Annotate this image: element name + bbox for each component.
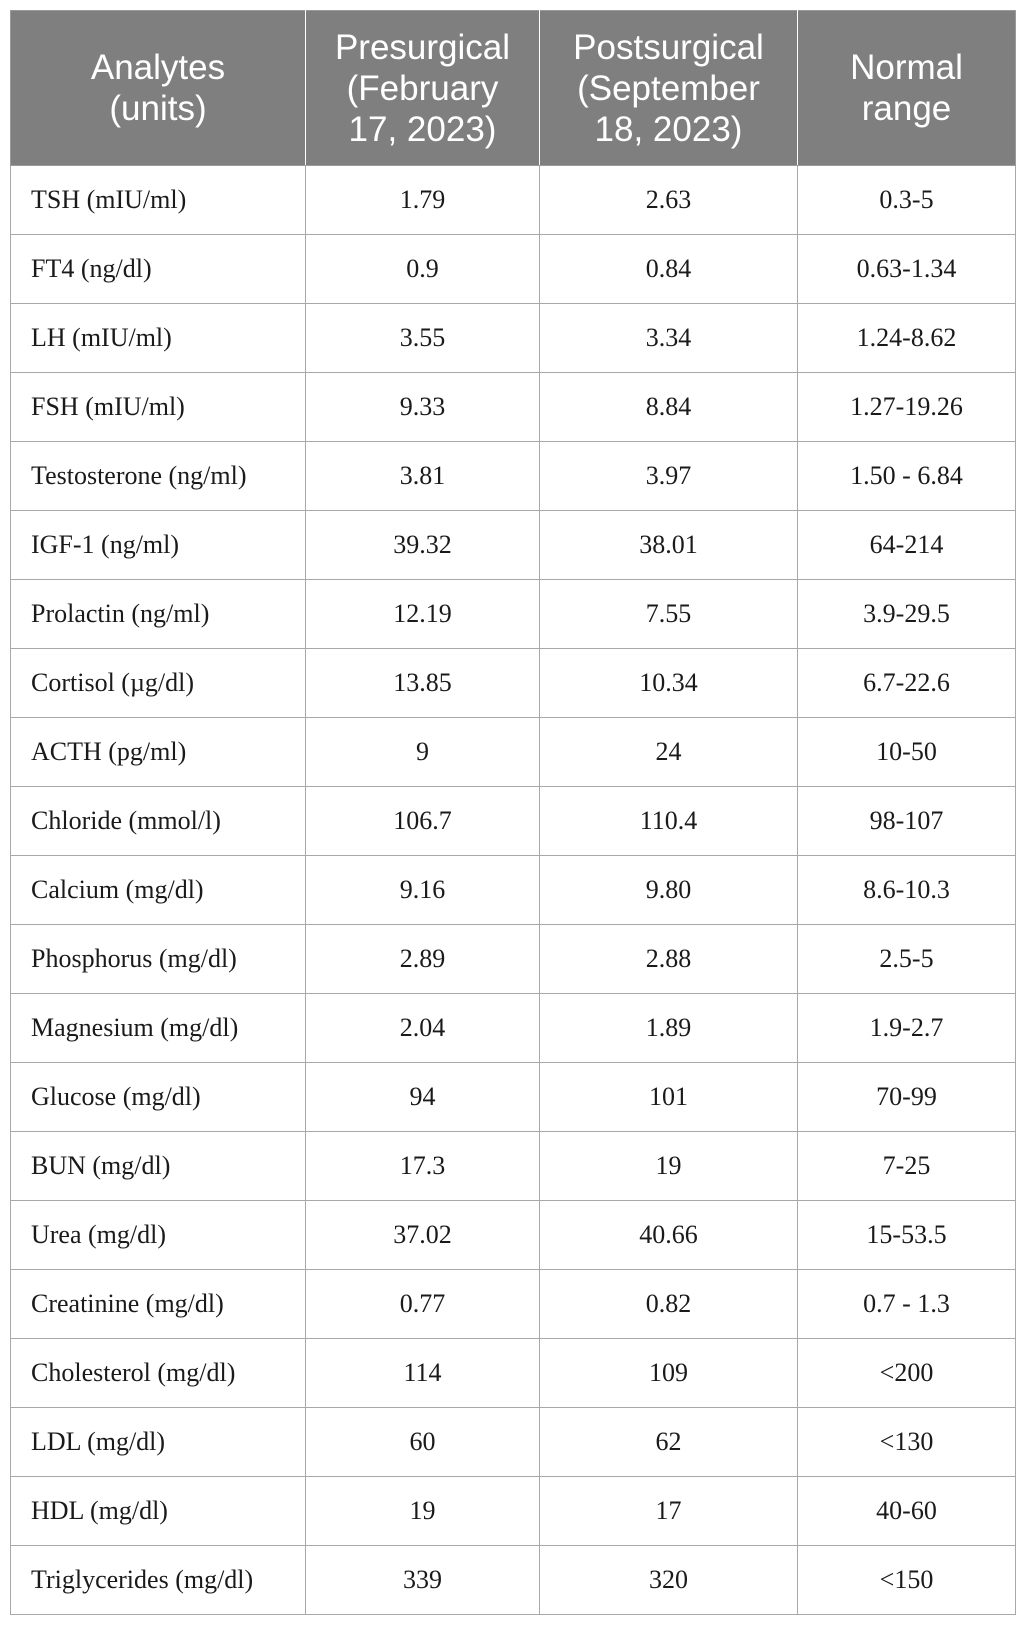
normal-range-cell: 64-214 [798,511,1016,580]
postsurgical-cell: 17 [540,1477,798,1546]
analyte-cell: FT4 (ng/dl) [11,235,306,304]
table-row [11,1408,1016,1477]
analyte-cell: TSH (mIU/ml) [11,166,306,235]
postsurgical-cell: 40.66 [540,1201,798,1270]
table-row [11,856,1016,925]
presurgical-cell: 0.9 [306,235,540,304]
presurgical-cell: 339 [306,1546,540,1615]
header-normal-range-line: Normal [850,48,963,87]
normal-range-cell: <200 [798,1339,1016,1408]
presurgical-cell: 60 [306,1408,540,1477]
analyte-cell: Urea (mg/dl) [11,1201,306,1270]
analyte-cell: Magnesium (mg/dl) [11,994,306,1063]
postsurgical-cell: 0.82 [540,1270,798,1339]
postsurgical-cell: 1.89 [540,994,798,1063]
normal-range-cell: <130 [798,1408,1016,1477]
normal-range-cell: <150 [798,1546,1016,1615]
normal-range-cell: 70-99 [798,1063,1016,1132]
presurgical-cell: 2.04 [306,994,540,1063]
postsurgical-cell: 3.97 [540,442,798,511]
normal-range-cell: 10-50 [798,718,1016,787]
postsurgical-cell: 38.01 [540,511,798,580]
postsurgical-cell: 2.63 [540,166,798,235]
presurgical-cell: 9.33 [306,373,540,442]
postsurgical-cell: 320 [540,1546,798,1615]
table-row [11,1339,1016,1408]
presurgical-cell: 12.19 [306,580,540,649]
header-analytes-line: Analytes [90,48,226,87]
header-postsurgical-line: Postsurgical [573,27,764,67]
analyte-cell: Calcium (mg/dl) [11,856,306,925]
presurgical-cell: 17.3 [306,1132,540,1201]
analyte-cell: Glucose (mg/dl) [11,1063,306,1132]
analyte-cell: BUN (mg/dl) [11,1132,306,1201]
presurgical-cell: 39.32 [306,511,540,580]
postsurgical-cell: 24 [540,718,798,787]
table-row [11,373,1016,442]
normal-range-cell: 1.27-19.26 [798,373,1016,442]
header-analytes [11,11,306,166]
normal-range-cell: 2.5-5 [798,925,1016,994]
normal-range-cell: 6.7-22.6 [798,649,1016,718]
table-row [11,1270,1016,1339]
presurgical-cell: 114 [306,1339,540,1408]
postsurgical-cell: 101 [540,1063,798,1132]
header-presurgical-line: Presurgical [334,27,511,67]
normal-range-cell: 3.9-29.5 [798,580,1016,649]
postsurgical-cell: 109 [540,1339,798,1408]
analyte-cell: LDL (mg/dl) [11,1408,306,1477]
table-row [11,649,1016,718]
header-normal-range-line: range [861,89,952,128]
table-row [11,511,1016,580]
postsurgical-cell: 0.84 [540,235,798,304]
postsurgical-cell: 110.4 [540,787,798,856]
table-row [11,1546,1016,1615]
presurgical-cell: 37.02 [306,1201,540,1270]
presurgical-cell: 19 [306,1477,540,1546]
presurgical-cell: 106.7 [306,787,540,856]
analyte-cell: IGF-1 (ng/ml) [11,511,306,580]
analyte-cell: Cholesterol (mg/dl) [11,1339,306,1408]
table-row [11,442,1016,511]
postsurgical-cell: 2.88 [540,925,798,994]
presurgical-cell: 94 [306,1063,540,1132]
normal-range-cell: 0.7 - 1.3 [798,1270,1016,1339]
postsurgical-cell: 19 [540,1132,798,1201]
normal-range-cell: 0.3-5 [798,166,1016,235]
normal-range-cell: 0.63-1.34 [798,235,1016,304]
table-row [11,1477,1016,1546]
normal-range-cell: 15-53.5 [798,1201,1016,1270]
header-presurgical-line: 17, 2023) [348,109,497,149]
postsurgical-cell: 10.34 [540,649,798,718]
table-row [11,166,1016,235]
analyte-cell: Testosterone (ng/ml) [11,442,306,511]
table-row [11,304,1016,373]
normal-range-cell: 8.6-10.3 [798,856,1016,925]
normal-range-cell: 98-107 [798,787,1016,856]
normal-range-cell: 1.50 - 6.84 [798,442,1016,511]
lab-results-table [10,10,1016,1615]
postsurgical-cell: 62 [540,1408,798,1477]
normal-range-cell: 7-25 [798,1132,1016,1201]
header-row [11,11,1016,166]
analyte-cell: Triglycerides (mg/dl) [11,1546,306,1615]
table-body [11,166,1016,1615]
presurgical-cell: 1.79 [306,166,540,235]
header-presurgical-line: (February [346,68,499,108]
presurgical-cell: 3.81 [306,442,540,511]
header-normal-range [798,11,1016,166]
analyte-cell: Phosphorus (mg/dl) [11,925,306,994]
header-postsurgical-line: 18, 2023) [594,109,743,149]
analyte-cell: Cortisol (µg/dl) [11,649,306,718]
analyte-cell: LH (mIU/ml) [11,304,306,373]
analyte-cell: FSH (mIU/ml) [11,373,306,442]
table-row [11,787,1016,856]
table-row [11,925,1016,994]
presurgical-cell: 9.16 [306,856,540,925]
header-postsurgical-line: (September [577,68,760,108]
analyte-cell: Prolactin (ng/ml) [11,580,306,649]
table-row [11,1063,1016,1132]
presurgical-cell: 2.89 [306,925,540,994]
analyte-cell: Chloride (mmol/l) [11,787,306,856]
presurgical-cell: 3.55 [306,304,540,373]
normal-range-cell: 40-60 [798,1477,1016,1546]
table-row [11,994,1016,1063]
header-postsurgical [540,11,798,166]
table-row [11,580,1016,649]
header-analytes-line: (units) [109,89,207,128]
table-header [11,11,1016,166]
postsurgical-cell: 8.84 [540,373,798,442]
postsurgical-cell: 7.55 [540,580,798,649]
presurgical-cell: 9 [306,718,540,787]
postsurgical-cell: 3.34 [540,304,798,373]
presurgical-cell: 13.85 [306,649,540,718]
table-row [11,1201,1016,1270]
lab-results-table-container [10,10,1015,1615]
header-presurgical [306,11,540,166]
table-row [11,235,1016,304]
analyte-cell: HDL (mg/dl) [11,1477,306,1546]
normal-range-cell: 1.9-2.7 [798,994,1016,1063]
presurgical-cell: 0.77 [306,1270,540,1339]
table-row [11,1132,1016,1201]
table-row [11,718,1016,787]
normal-range-cell: 1.24-8.62 [798,304,1016,373]
analyte-cell: Creatinine (mg/dl) [11,1270,306,1339]
postsurgical-cell: 9.80 [540,856,798,925]
analyte-cell: ACTH (pg/ml) [11,718,306,787]
